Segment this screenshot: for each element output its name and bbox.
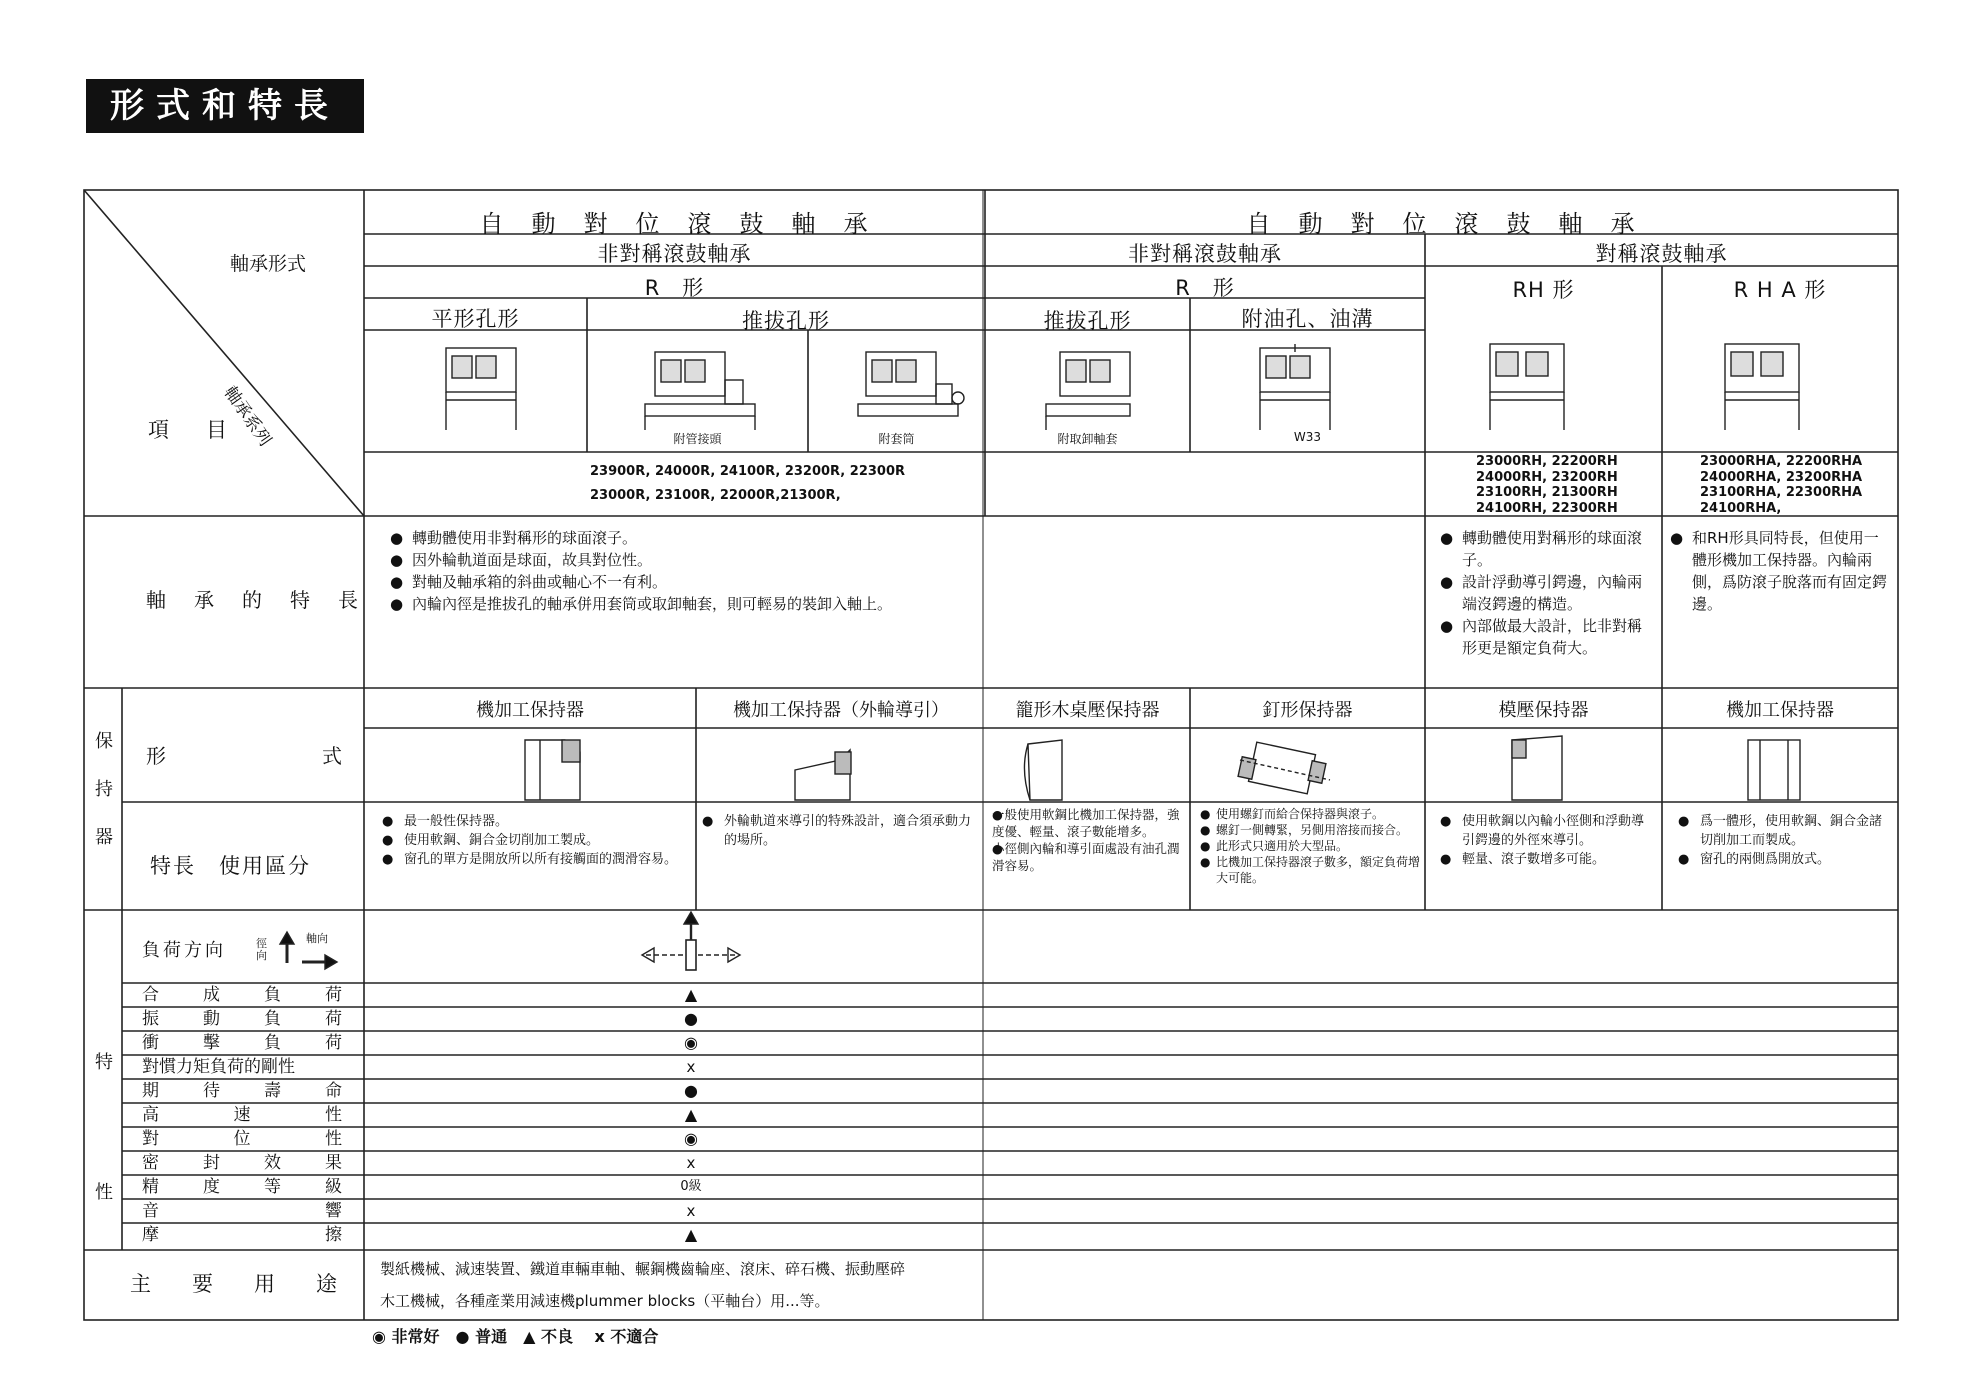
bearing-w33-icon — [1260, 344, 1330, 430]
list-item: ● 比機加工保持器滾子數多，額定負荷增大可能。 — [1200, 854, 1422, 886]
characteristic-label-part: 負 — [264, 1033, 281, 1053]
characteristic-label-part: 衝 — [142, 1033, 159, 1053]
header-r-right: R 形 — [1175, 276, 1235, 300]
list-item: ● 設計浮動導引鍔邊，內輪兩端沒鍔邊的構造。 — [1440, 571, 1655, 615]
header-taper-bore-left: 推拔孔形 — [742, 309, 830, 333]
features-rha-list — [1670, 527, 1888, 615]
retainer-notes-5 — [1440, 812, 1655, 869]
characteristic-value: ▲ — [684, 985, 698, 1004]
bearing-sleeve-icon — [858, 352, 964, 416]
characteristic-label-part: 位 — [233, 1129, 251, 1149]
list-item: ● 窗孔的兩側爲開放式。 — [1678, 850, 1890, 869]
corner-series-label: 軸承系列 — [219, 382, 275, 451]
characteristic-label-part: 待 — [203, 1081, 220, 1101]
characteristic-label — [142, 1152, 342, 1174]
usage-label: 主 要 用 途 — [130, 1272, 347, 1296]
characteristic-label-part: 級 — [325, 1177, 342, 1197]
characteristic-label — [142, 1008, 342, 1030]
list-item: ● 對軸及軸承箱的斜曲或軸心不一有利。 — [390, 571, 970, 593]
retainer-type-1: 機加工保持器 — [476, 700, 584, 721]
characteristic-label-part: 振 — [142, 1009, 159, 1029]
list-item: ● 螺釘一側轉緊，另側用溶接而接合。 — [1200, 822, 1422, 838]
retainer-usage-label: 特長 使用區分 — [150, 854, 311, 878]
characteristic-value: ● — [684, 1009, 698, 1028]
characteristic-value: 0級 — [680, 1179, 702, 1194]
list-item: ● 和RH形具同特長，但使用一體形機加工保持器。內輪兩側，爲防滾子脫落而有固定鍔邊。 — [1670, 527, 1888, 615]
models-rh: 23000RH, 22200RH 24000RH, 23200RH 23100RH, 21300RH 24100RH, 22300RH — [1476, 454, 1618, 516]
retainer-type-6: 機加工保持器 — [1726, 700, 1834, 721]
list-item: ● 使用軟鋼以內輪小徑側和浮動導引鍔邊的外徑來導引。 — [1440, 812, 1655, 850]
list-item: ● 外輪軌道來導引的特殊設計，適合須承動力的場所。 — [702, 812, 982, 850]
characteristic-label — [142, 1080, 342, 1102]
header-sym: 對稱滾鼓軸承 — [1595, 242, 1728, 266]
models-rha: 23000RHA, 22200RHA 24000RHA, 23200RHA 23100RHA, 22300RHA 24100RHA, — [1700, 454, 1863, 516]
characteristic-label-part: 合 — [142, 985, 159, 1005]
characteristic-label-part: 高 — [142, 1105, 159, 1125]
features-label: 軸 承 的 特 長 — [146, 588, 362, 612]
characteristic-value: x — [686, 1202, 696, 1220]
retainer-notes-4 — [1200, 806, 1422, 886]
corner-type-label: 軸承形式 — [230, 253, 307, 275]
characteristic-label — [142, 984, 342, 1006]
characteristic-label-part: 成 — [203, 985, 220, 1005]
list-item: ● 內輪內徑是推拔孔的軸承併用套筒或取卸軸套，則可輕易的裝卸入軸上。 — [390, 593, 970, 615]
page-title: 形式和特長 — [86, 79, 364, 133]
retainer-notes-1 — [382, 812, 687, 869]
characteristic-label-part: 荷 — [325, 1009, 342, 1029]
header-asym-left: 非對稱滾鼓軸承 — [597, 242, 752, 266]
characteristic-label-part: 荷 — [325, 985, 342, 1005]
characteristic-label-part: 對慣力矩負荷的剛性 — [142, 1057, 295, 1077]
radial-label: 徑向 — [256, 937, 267, 962]
list-item: ● 最一般性保持器。 — [382, 812, 687, 831]
characteristic-label-part: 擦 — [325, 1225, 342, 1245]
characteristic-label-part: 性 — [325, 1129, 342, 1149]
characteristic-value: ◉ — [684, 1033, 698, 1052]
caption-withdrawal: 附取卸軸套 — [1057, 432, 1118, 446]
retainer-notes-6 — [1678, 812, 1890, 869]
characteristic-label — [142, 1176, 342, 1198]
corner-item-label: 項 目 — [148, 418, 235, 442]
header-main-left: 自 動 對 位 滾 鼓 軸 承 — [479, 210, 870, 238]
list-item: ● 內部做最大設計，比非對稱形更是額定負荷大。 — [1440, 615, 1655, 659]
characteristic-label — [142, 1224, 342, 1246]
characteristic-value: x — [686, 1154, 696, 1172]
list-item: ● 小徑側內輪和導引面處設有油孔潤滑容易。 — [992, 840, 1184, 874]
retainer-type-2: 機加工保持器（外輪導引） — [733, 700, 949, 721]
retainer-machined-icon — [525, 740, 580, 800]
retainer-notes-2 — [702, 812, 982, 850]
characteristic-label-part: 音 — [142, 1201, 159, 1221]
characteristic-label-part: 摩 — [142, 1225, 159, 1245]
caption-w33: W33 — [1293, 430, 1322, 444]
characteristic-label-part: 速 — [233, 1105, 251, 1125]
list-item: ● 轉動體使用非對稱形的球面滾子。 — [390, 527, 970, 549]
header-rha: R H A 形 — [1733, 278, 1827, 302]
retainer-type-5: 模壓保持器 — [1498, 700, 1589, 721]
characteristic-label-part: 壽 — [264, 1081, 281, 1101]
retainer-type-4: 釘形保持器 — [1262, 700, 1353, 721]
list-item: ● 一般使用軟鋼比機加工保持器，強度優、輕量、滾子數能增多。 — [992, 806, 1184, 840]
axial-label: 軸向 — [306, 932, 328, 945]
characteristic-label-part: 命 — [325, 1081, 342, 1101]
header-taper-bore-right: 推拔孔形 — [1043, 309, 1132, 333]
characteristic-label-part: 荷 — [325, 1033, 342, 1053]
usage-line1: 製紙機械、減速裝置、鐵道車輛車軸、輾鋼機齒輪座、滾床、碎石機、振動壓碎 — [380, 1260, 906, 1278]
bearing-withdrawal-icon — [1046, 352, 1130, 430]
characteristic-label — [142, 1104, 342, 1126]
characteristic-label-part: 動 — [203, 1009, 220, 1029]
characteristic-label-part: 負 — [264, 1009, 281, 1029]
list-item: ● 使用螺釘而給合保持器與滾子。 — [1200, 806, 1422, 822]
characteristic-label — [142, 1128, 342, 1150]
retainer-form-label: 形 式 — [146, 744, 342, 768]
bearing-rha-icon — [1725, 344, 1799, 430]
list-item: ● 轉動體使用對稱形的球面滾子。 — [1440, 527, 1655, 571]
caption-adapter: 附管接頭 — [673, 432, 722, 446]
legend: ◉ 非常好 ● 普通 ▲ 不良 x 不適合 — [372, 1327, 659, 1346]
characteristic-label-part: 對 — [142, 1129, 159, 1149]
usage-line2: 木工機械，各種產業用減速機plummer blocks（平軸台）用...等。 — [380, 1292, 830, 1310]
characteristic-value: x — [686, 1058, 696, 1076]
list-item: ● 使用軟鋼、銅合金切削加工製成。 — [382, 831, 687, 850]
characteristic-value: ◉ — [684, 1129, 698, 1148]
characteristic-label-part: 效 — [264, 1153, 281, 1173]
models-r-line1: 23900R, 24000R, 24100R, 23200R, 22300R — [590, 464, 906, 479]
header-oil-hole: 附油孔、油溝 — [1241, 307, 1374, 331]
characteristic-label-part: 負 — [264, 985, 281, 1005]
caption-sleeve: 附套筒 — [878, 432, 915, 446]
retainer-notes-3 — [992, 806, 1184, 874]
characteristic-label-part: 擊 — [203, 1033, 220, 1053]
retainer-type-3: 籠形木桌壓保持器 — [1015, 700, 1160, 721]
list-item: ● 此形式只適用於大型品。 — [1200, 838, 1422, 854]
header-main-right: 自 動 對 位 滾 鼓 軸 承 — [1246, 210, 1637, 238]
retainer-pin-icon — [1238, 742, 1330, 794]
characteristic-label-part: 性 — [325, 1105, 342, 1125]
characteristic-label — [142, 1032, 342, 1054]
list-item: ● 窗孔的單方是開放所以所有接觸面的潤滑容易。 — [382, 850, 687, 869]
characteristic-label-part: 響 — [325, 1201, 342, 1221]
characteristics-group-label: 特 性 — [95, 1052, 113, 1203]
characteristic-label-part: 度 — [203, 1177, 220, 1197]
retainer-outer-guided-icon — [795, 750, 851, 800]
characteristic-label-part: 封 — [203, 1153, 220, 1173]
retainer-pressed-cage-icon — [1024, 740, 1062, 800]
bearing-flat-bore-icon — [446, 348, 516, 430]
characteristic-label — [142, 1056, 342, 1078]
features-r-list — [390, 527, 970, 615]
characteristic-label-part: 期 — [142, 1081, 159, 1101]
models-r-line2: 23000R, 23100R, 22000R,21300R, — [590, 488, 841, 503]
characteristic-value: ▲ — [684, 1105, 698, 1124]
characteristic-label-part: 精 — [142, 1177, 159, 1197]
bearing-adapter-icon — [645, 352, 755, 430]
characteristic-value: ▲ — [684, 1225, 698, 1244]
characteristic-label-part: 等 — [264, 1177, 281, 1197]
header-flat-bore: 平形孔形 — [431, 307, 520, 331]
list-item: ● 爲一體形，使用軟鋼、銅合金諸切削加工而製成。 — [1678, 812, 1890, 850]
list-item: ● 因外輪軌道面是球面，故具對位性。 — [390, 549, 970, 571]
header-asym-right: 非對稱滾鼓軸承 — [1128, 242, 1282, 266]
characteristic-label — [142, 1200, 342, 1222]
characteristic-label-part: 果 — [325, 1153, 342, 1173]
header-rh: RH 形 — [1512, 278, 1575, 302]
list-item: ● 輕量、滾子數增多可能。 — [1440, 850, 1655, 869]
characteristic-value: ● — [684, 1081, 698, 1100]
retainer-pressed-icon — [1512, 736, 1562, 800]
load-direction-label: 負荷方向 — [142, 940, 226, 961]
retainer-group-label: 保 持 器 — [95, 731, 113, 848]
characteristic-label-part: 密 — [142, 1153, 159, 1173]
header-r-left: R 形 — [644, 276, 705, 300]
bearing-rh-icon — [1490, 344, 1564, 430]
retainer-machined-rha-icon — [1748, 740, 1800, 800]
features-rh-list — [1440, 527, 1655, 659]
load-direction-icon — [642, 912, 740, 970]
